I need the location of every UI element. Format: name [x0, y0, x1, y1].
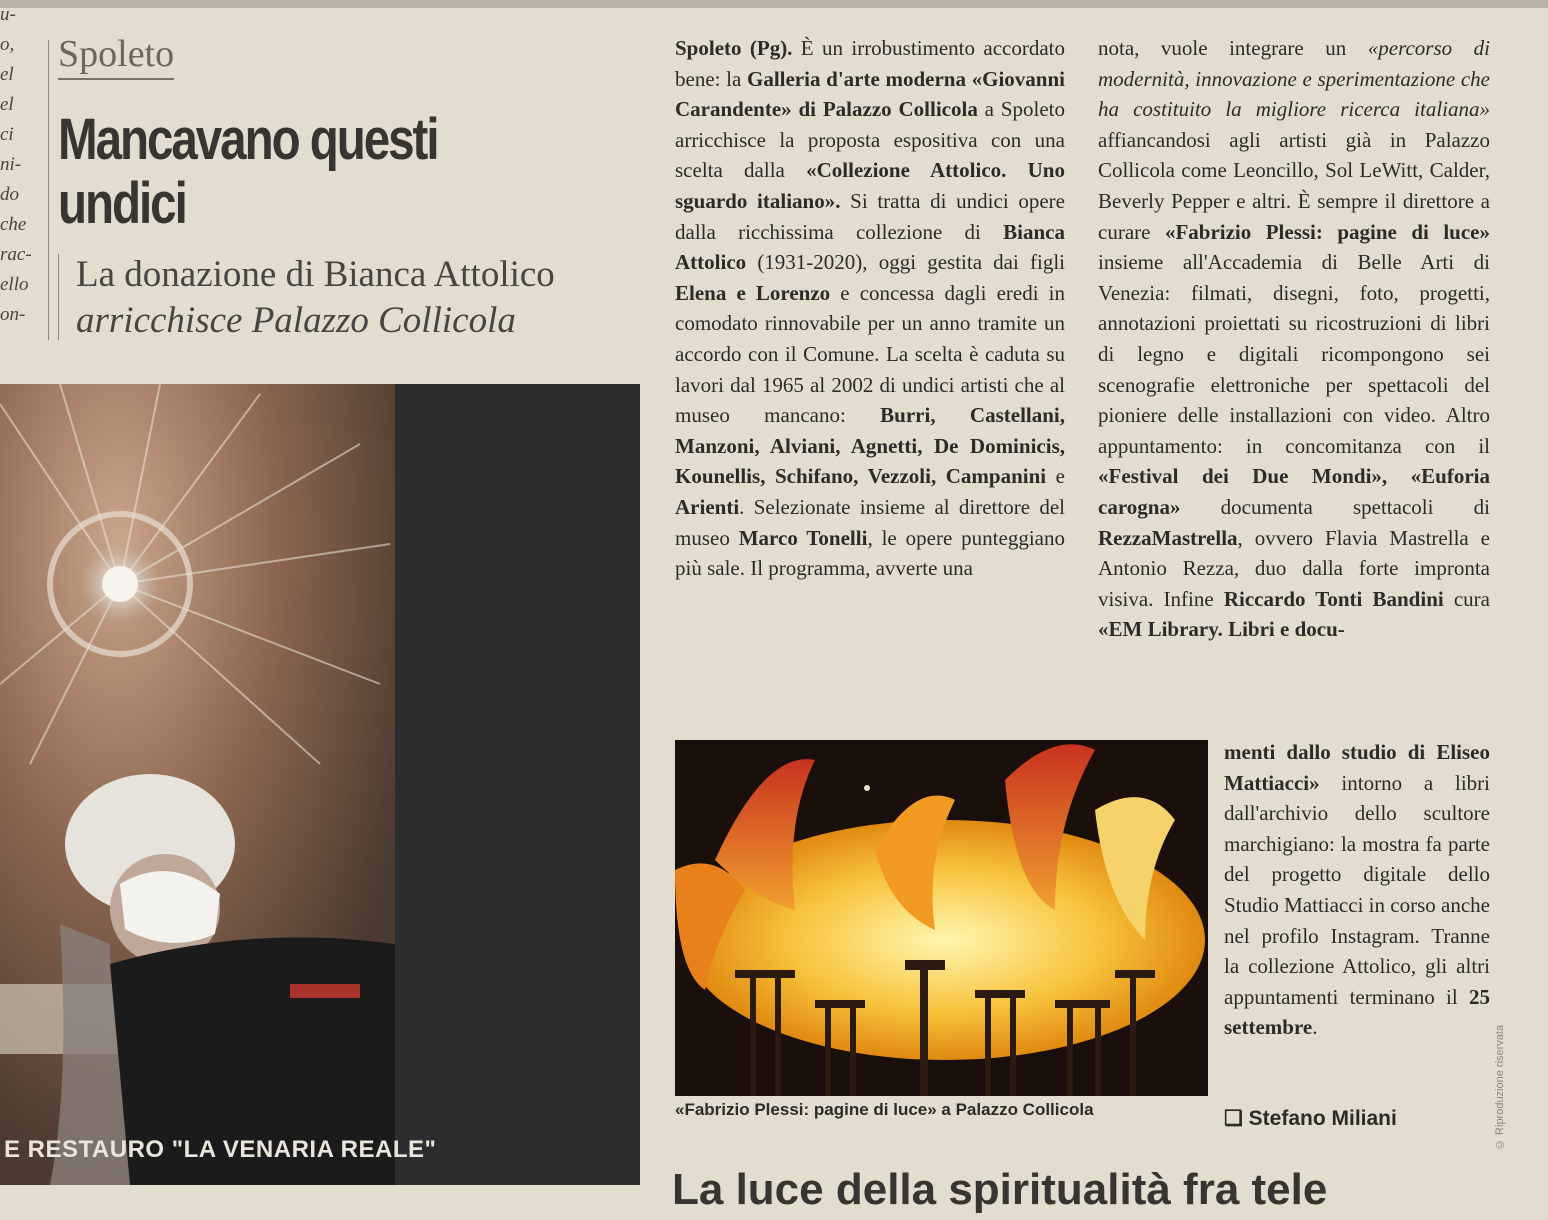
fragment-line: ello — [0, 274, 29, 295]
author-byline: ❑ Stefano Miliani — [1224, 1107, 1397, 1130]
subhead-rule — [58, 254, 59, 340]
body-text: . Selezionate insieme al direttore del museo — [675, 494, 1065, 550]
body-bold: Elena e Lorenzo — [675, 280, 831, 305]
body-column-1 — [675, 33, 1065, 584]
body-text: documenta spettacoli di — [1180, 494, 1490, 519]
plessi-photo-illustration — [675, 740, 1208, 1096]
chandelier-photo-illustration — [0, 384, 640, 1185]
section-kicker: Spoleto — [58, 32, 174, 80]
body-bold: Arienti — [675, 494, 740, 519]
body-bold: Bianca Attolico — [675, 219, 1065, 275]
body-text: intorno a libri dall'archivio dello scultore marchigiano: la mostra fa parte del progetto digitale dello Studio Mattiacci in corso anche nel profilo Instagram. Tranne la collezione Attolico, gli altri appuntamenti terminano il — [1224, 770, 1490, 1009]
fragment-line: ci — [0, 124, 14, 145]
body-bold: «Festival dei Due Mondi», «Euforia carogna» — [1098, 464, 1490, 519]
body-bold: RezzaMastrella — [1098, 525, 1238, 550]
body-text: (1931-2020), oggi gestita dai figli — [746, 250, 1065, 275]
body-bold: Galleria d'arte moderna «Giovanni Carandente» di Palazzo Collicola — [675, 66, 1065, 122]
body-text: Si tratta di undici opere dalla ricchissima collezione di — [675, 188, 1065, 244]
body-bold: Marco Tonelli — [738, 525, 868, 550]
copyright-notice: © Riproduzione riservata — [1494, 1024, 1506, 1150]
body-text: , le opere punteggiano più sale. Il programma, avverte una — [675, 525, 1065, 581]
fragment-line: el — [0, 64, 14, 85]
body-text: insieme all'Accademia di Belle Arti di Venezia: filmati, disegni, foto, progetti, annotazioni proiettati su ricostruzioni di libri di legno e digitali ricompongono sei scenografie elettroniche per spettacoli del pioniere delle installazioni con video. Altro appuntamento: in concomitanza con il — [1098, 250, 1490, 458]
chandelier-photo — [0, 384, 640, 1185]
fragment-line: on- — [0, 304, 26, 325]
body-bold: «EM Library. Libri e docu- — [1098, 617, 1345, 642]
fragment-line: ni- — [0, 154, 22, 175]
page-top-band — [0, 0, 1548, 8]
dateline: Spoleto (Pg). — [675, 36, 793, 60]
body-bold: 25 settembre — [1224, 984, 1490, 1040]
body-text: e concessa dagli eredi in comodato rinnovabile per un anno tramite un accordo con il Comune. La scelta è caduta su lavori dal 1965 al 2002 di undici artisti che al museo mancano: — [675, 280, 1065, 428]
body-bold: «Collezione Attolico. Uno sguardo italiano». — [675, 158, 1065, 213]
body-column-3 — [1224, 737, 1490, 1043]
body-bold: Riccardo Tonti Bandini — [1223, 586, 1444, 611]
body-text: , ovvero Flavia Mastrella e Antonio Rezza, duo dalla forte impronta visiva. Infine — [1098, 525, 1490, 611]
body-text: . — [1312, 1015, 1318, 1040]
body-text: affiancandosi agli artisti già in Palazzo Collicola come Leoncillo, Sol LeWitt, Calder, Beverly Pepper e altri. È sempre il direttore a curare — [1098, 127, 1490, 244]
body-paragraph — [675, 33, 1065, 584]
fragment-line: u- — [0, 4, 16, 25]
plessi-installation-photo — [675, 740, 1208, 1096]
body-text: a Spoleto arricchisce la proposta espositiva con una scelta dalla — [675, 97, 1065, 183]
body-bold: menti dallo studio di Eliseo Mattiacci» — [1224, 740, 1490, 795]
fragment-line: o, — [0, 34, 15, 55]
article-subhead — [76, 252, 555, 344]
column-divider — [48, 40, 49, 340]
next-headline-text: La luce della spiritualità fra tele — [672, 1165, 1328, 1214]
subhead-line-2: arricchisce Palazzo Collicola — [76, 300, 516, 341]
body-paragraph — [1098, 33, 1490, 645]
subhead-line-1: La donazione di Bianca Attolico — [76, 254, 555, 295]
article-headline — [58, 108, 550, 236]
headline-line: undici — [58, 171, 186, 236]
body-bold: Burri, Castellani, Manzoni, Alviani, Agnetti, De Dominicis, Kounellis, Schifano, Vezzoli, Campanini — [675, 403, 1065, 489]
photo-caption: «Fabrizio Plessi: pagine di luce» a Palazzo Collicola — [675, 1100, 1094, 1119]
fragment-line: che — [0, 214, 27, 235]
body-text: e — [1046, 464, 1065, 489]
body-text: nota, vuole integrare un — [1098, 36, 1368, 60]
body-text: cura — [1443, 586, 1491, 611]
adjacent-article-fragments — [0, 0, 40, 340]
body-column-2 — [1098, 33, 1490, 645]
next-article-headline — [672, 1160, 1492, 1214]
fragment-line: do — [0, 184, 19, 205]
fragment-line: rac- — [0, 244, 32, 265]
body-text: È un irrobustimento accordato bene: la — [675, 36, 1065, 91]
body-paragraph — [1224, 737, 1490, 1043]
body-bold: «Fabrizio Plessi: pagine di luce» — [1164, 219, 1491, 244]
photo-credit-caption: E RESTAURO "LA VENARIA REALE" — [4, 1136, 437, 1163]
body-quote: «percorso di modernità, innovazione e sperimentazione che ha costituito la migliore ricerca italiana» — [1098, 36, 1490, 122]
fragment-line: el — [0, 94, 14, 115]
headline-line: Mancavano questi — [58, 107, 438, 172]
